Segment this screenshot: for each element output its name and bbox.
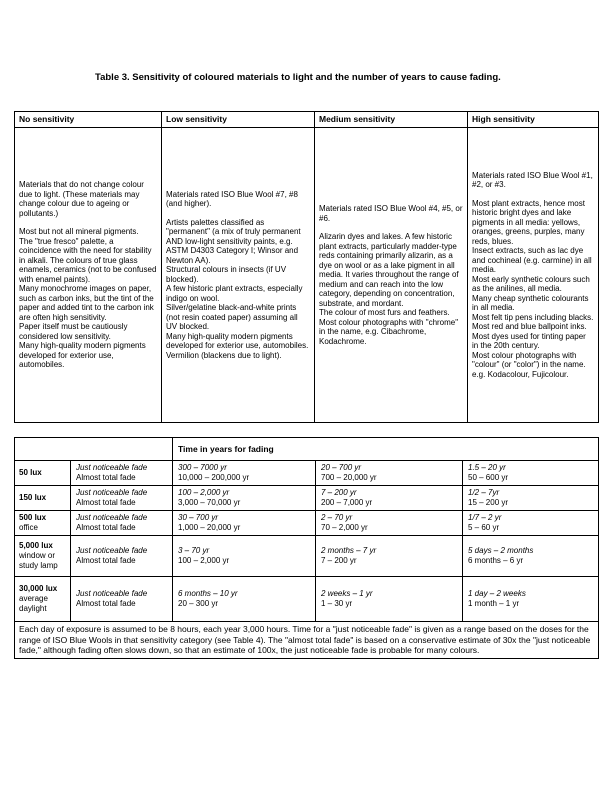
list-item: Most early synthetic colours such as the anilines, all media.	[472, 274, 590, 294]
medium-jnf-value: 20 – 700 yr	[321, 463, 362, 472]
list-item: Many high-quality modern pigments developed for exterior use, automobiles.	[19, 341, 146, 370]
low-jnf-value: 3 – 70 yr	[178, 546, 210, 555]
corner-cell	[15, 438, 173, 461]
sensitivity-body-row	[15, 128, 599, 423]
low-atf-value: 100 – 2,000 yr	[178, 556, 230, 565]
cell-item-list	[19, 227, 157, 370]
high-jnf-value: 1.5 – 20 yr	[468, 463, 506, 472]
high-values-cell	[463, 511, 599, 536]
list-item: Most but not all mineral pigments.	[19, 227, 139, 237]
header-high-sensitivity: High sensitivity	[468, 112, 599, 128]
high-jnf-value: 1 day – 2 weeks	[468, 589, 526, 598]
lux-label-cell	[15, 461, 71, 486]
list-item: A few historic plant extracts, especially indigo on wool.	[166, 284, 303, 303]
lux-value: 150 lux	[19, 493, 47, 502]
fade-type-cell	[71, 486, 173, 511]
high-atf-value: 1 month – 1 yr	[468, 599, 520, 608]
low-values-cell	[173, 536, 316, 577]
sensitivity-header-row	[15, 112, 599, 128]
low-jnf-value: 30 – 700 yr	[178, 513, 219, 522]
list-item: Alizarin dyes and lakes. A few historic plant extracts, particularly madder-type reds containing primarily alizarin, as a dye on wool or as a lake pigment in all media. It varies throughout the range of medium and can reach into the low category, depending on concentration, substrate, and mordant.	[319, 232, 459, 308]
medium-jnf-value: 2 months – 7 yr	[321, 546, 377, 555]
jnf-label: Just noticeable fade	[76, 513, 148, 522]
list-item: Artists palettes classified as "permanent" (a mix of truly permanent AND low-light sensitivity paints, e.g. ASTM D4303 Category I; Winsor and Newton AA).	[166, 217, 301, 265]
medium-values-cell	[316, 577, 463, 622]
low-jnf-value: 100 – 2,000 yr	[178, 488, 230, 497]
table-row-150-lux	[15, 486, 599, 511]
table-row-30000-lux	[15, 577, 599, 622]
high-jnf-value: 5 days – 2 months	[468, 546, 534, 555]
atf-label: Almost total fade	[76, 498, 136, 507]
atf-label: Almost total fade	[76, 523, 136, 532]
footnote-row	[15, 622, 599, 659]
list-item: Most colour photographs with "colour" (or "color") in the name. e.g. Kodacolour, Fujicolour.	[472, 350, 586, 379]
medium-values-cell	[316, 461, 463, 486]
cell-item-list	[472, 199, 594, 380]
cell-item-list	[166, 218, 310, 361]
low-atf-value: 20 – 300 yr	[178, 599, 219, 608]
jnf-label: Just noticeable fade	[76, 488, 148, 497]
high-values-cell	[463, 461, 599, 486]
fade-type-cell	[71, 461, 173, 486]
header-low-sensitivity: Low sensitivity	[162, 112, 315, 128]
lux-label-cell	[15, 486, 71, 511]
cell-intro: Materials that do not change colour due to light. (These materials may change colour due to ageing or pollutants.)	[19, 180, 144, 218]
low-values-cell	[173, 511, 316, 536]
list-item: Most colour photographs with "chrome" in the name, e.g. Cibachrome, Kodachrome.	[319, 317, 459, 346]
medium-jnf-value: 2 – 70 yr	[321, 513, 353, 522]
medium-values-cell	[316, 536, 463, 577]
high-values-cell	[463, 536, 599, 577]
list-item: Many cheap synthetic colourants in all media.	[472, 293, 589, 313]
low-jnf-value: 6 months – 10 yr	[178, 589, 238, 598]
high-values-cell	[463, 486, 599, 511]
lux-label-cell	[15, 536, 71, 577]
medium-atf-value: 200 – 7,000 yr	[321, 498, 373, 507]
medium-jnf-value: 2 weeks – 1 yr	[321, 589, 373, 598]
high-atf-value: 15 – 200 yr	[468, 498, 509, 507]
sensitivity-table	[14, 111, 599, 423]
table-row-50-lux	[15, 461, 599, 486]
medium-values-cell	[316, 486, 463, 511]
list-item: Many high-quality modern pigments developed for exterior use, automobiles.	[166, 331, 309, 351]
cell-intro: Materials rated ISO Blue Wool #7, #8 (and higher).	[166, 189, 298, 209]
lux-label-cell	[15, 511, 71, 536]
atf-label: Almost total fade	[76, 599, 136, 608]
lux-label-cell	[15, 577, 71, 622]
cell-intro: Materials rated ISO Blue Wool #1, #2, or #3.	[472, 170, 593, 190]
high-values-cell	[463, 577, 599, 622]
medium-atf-value: 70 – 2,000 yr	[321, 523, 368, 532]
lux-value: 30,000 lux	[19, 584, 58, 593]
jnf-label: Just noticeable fade	[76, 463, 148, 472]
list-item: The colour of most furs and feathers.	[319, 308, 450, 317]
list-item: Paper itself must be cautiously considered low sensitivity.	[19, 322, 128, 341]
atf-label: Almost total fade	[76, 556, 136, 565]
medium-atf-value: 7 – 200 yr	[321, 556, 357, 565]
high-atf-value: 5 – 60 yr	[468, 523, 500, 532]
cell-intro: Materials rated ISO Blue Wool #4, #5, or #6.	[319, 204, 463, 223]
low-values-cell	[173, 577, 316, 622]
high-jnf-value: 1/7 – 2 yr	[468, 513, 502, 522]
fade-type-cell	[71, 511, 173, 536]
high-sensitivity-cell	[468, 128, 599, 423]
high-jnf-value: 1/2 – 7yr	[468, 488, 500, 497]
low-values-cell	[173, 486, 316, 511]
fading-header-row	[15, 438, 599, 461]
list-item: Structural colours in insects (if UV blocked).	[166, 265, 287, 284]
low-atf-value: 3,000 – 70,000 yr	[178, 498, 241, 507]
table-row-500-lux	[15, 511, 599, 536]
medium-values-cell	[316, 511, 463, 536]
list-item: Most plant extracts, hence most historic bright dyes and lake pigments in all media: yellows, oranges, greens, purples, many reds, blues.	[472, 198, 585, 246]
medium-atf-value: 700 – 20,000 yr	[321, 473, 377, 482]
lux-sub-label: average daylight	[19, 594, 48, 613]
jnf-label: Just noticeable fade	[76, 546, 148, 555]
medium-jnf-value: 7 – 200 yr	[321, 488, 357, 497]
table-caption: Table 3. Sensitivity of coloured materials to light and the number of years to cause fading.	[95, 72, 501, 83]
no-sensitivity-cell	[15, 128, 162, 423]
list-item: Vermilion (blackens due to light).	[166, 350, 282, 360]
header-no-sensitivity: No sensitivity	[15, 112, 162, 128]
high-atf-value: 50 – 600 yr	[468, 473, 509, 482]
cell-item-list	[319, 232, 463, 346]
fade-type-cell	[71, 577, 173, 622]
medium-sensitivity-cell	[315, 128, 468, 423]
low-atf-value: 1,000 – 20,000 yr	[178, 523, 241, 532]
list-item: Silver/gelatine black-and-white prints (not resin coated paper) assuming all UV blocked.	[166, 303, 298, 332]
list-item: Most felt tip pens including blacks.	[472, 312, 594, 322]
lux-value: 500 lux	[19, 513, 47, 522]
lux-sub-label: window or study lamp	[19, 551, 58, 570]
lux-value: 5,000 lux	[19, 541, 53, 550]
list-item: The "true fresco" palette, a coincidence with the need for stability in alkali. The colours of true glass enamels, ceramics (not to be confused with enamel paints).	[19, 236, 157, 284]
time-header-cell: Time in years for fading	[173, 438, 599, 461]
table-row-5000-lux	[15, 536, 599, 577]
low-values-cell	[173, 461, 316, 486]
medium-atf-value: 1 – 30 yr	[321, 599, 353, 608]
high-atf-value: 6 months – 6 yr	[468, 556, 524, 565]
jnf-label: Just noticeable fade	[76, 589, 148, 598]
list-item: Most red and blue ballpoint inks.	[472, 322, 587, 332]
list-item: Many monochrome images on paper, such as carbon inks, but the tint of the paper and added tint to the carbon ink are often high sensitivity.	[19, 284, 154, 322]
low-jnf-value: 300 – 7000 yr	[178, 463, 227, 472]
list-item: Insect extracts, such as lac dye and cochineal (e.g. carmine) in all media.	[472, 246, 592, 275]
fading-time-table	[14, 437, 599, 659]
lux-sub-label: office	[19, 523, 38, 532]
table-footnote: Each day of exposure is assumed to be 8 hours, each year 3,000 hours. Time for a "just noticeable fade" is given as a range based on the doses for the range of ISO Blue Wools in that sensitivity category (see Table 4). The "almost total fade" is based on a conservative estimate of 30x the "just noticeable fade," although fading often slows down, so that an estimate of 100x, the just noticeable fade is probable for many colours.	[15, 622, 599, 659]
lux-value: 50 lux	[19, 468, 42, 477]
atf-label: Almost total fade	[76, 473, 136, 482]
header-medium-sensitivity: Medium sensitivity	[315, 112, 468, 128]
fade-type-cell	[71, 536, 173, 577]
low-sensitivity-cell	[162, 128, 315, 423]
low-atf-value: 10,000 – 200,000 yr	[178, 473, 250, 482]
list-item: Most dyes used for tinting paper in the 20th century.	[472, 331, 586, 351]
